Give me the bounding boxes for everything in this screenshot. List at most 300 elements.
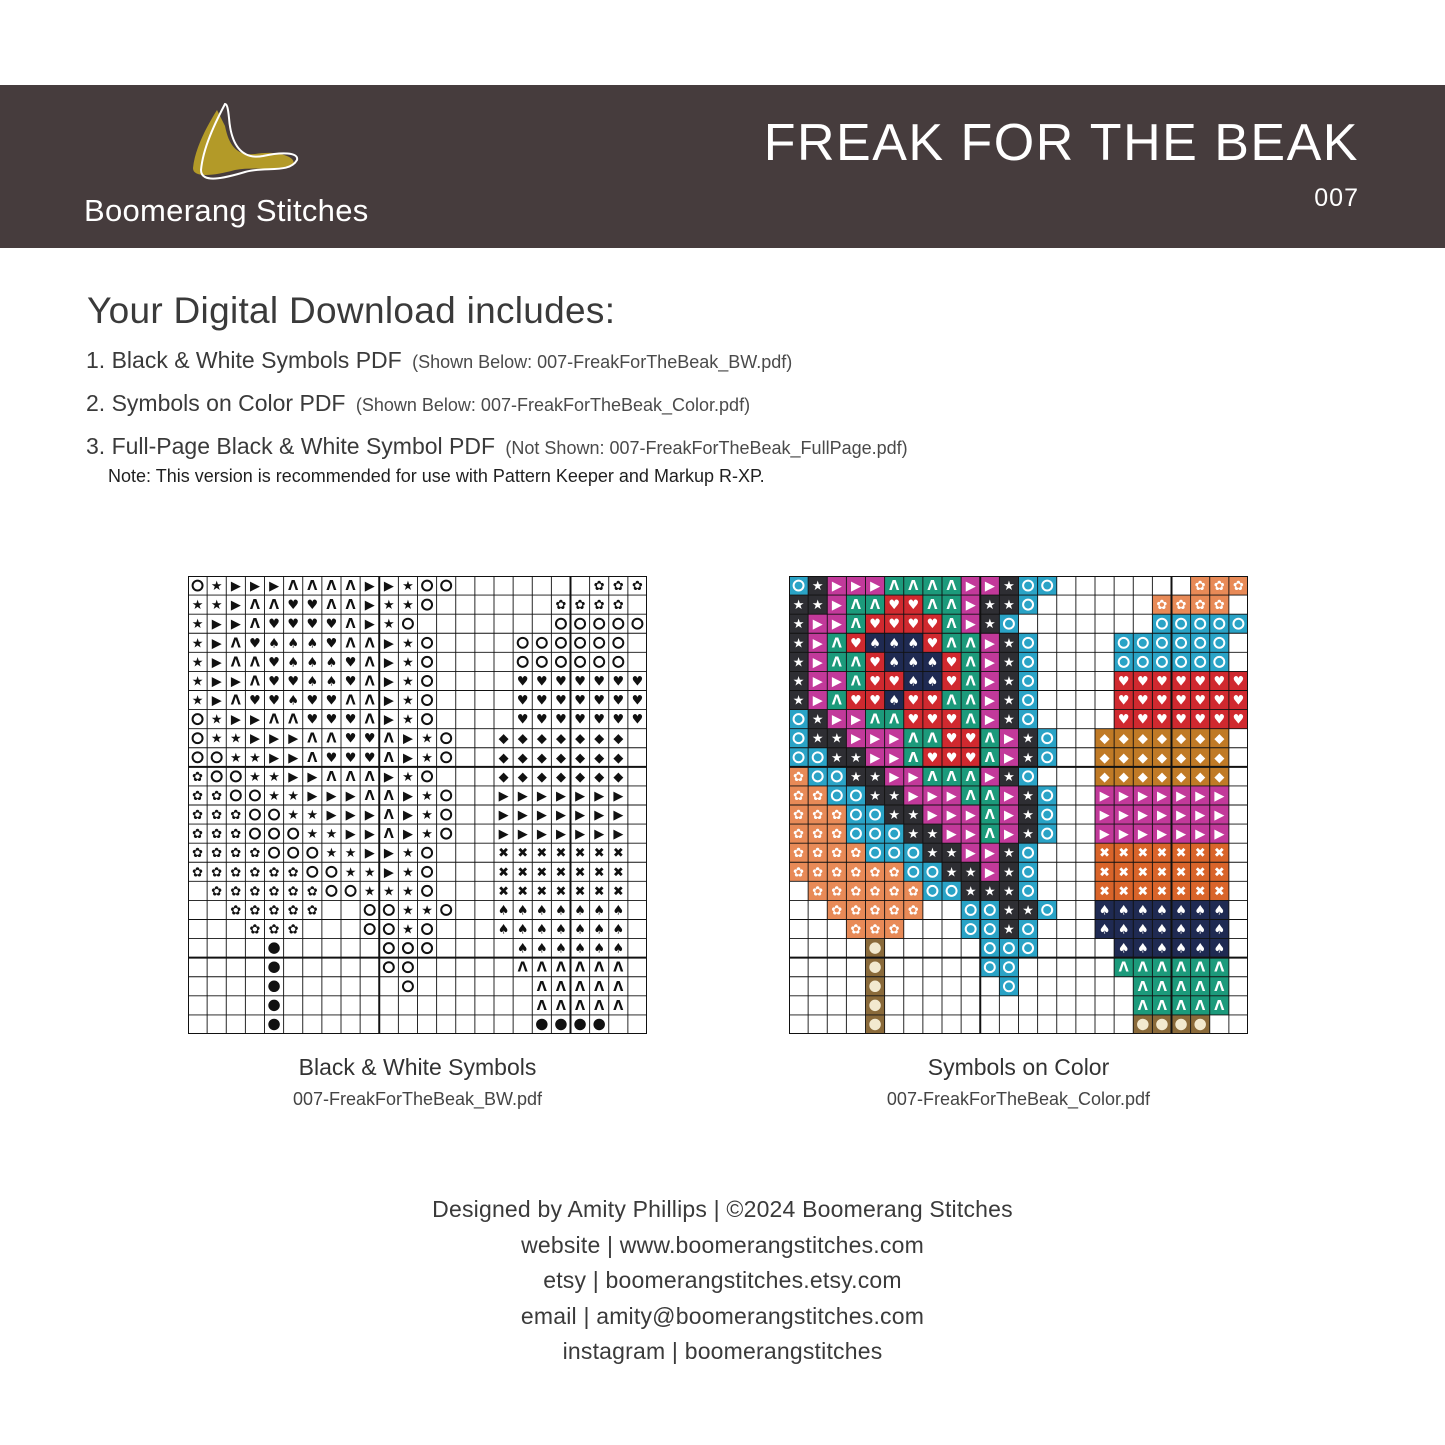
stitch-mushroom — [287, 655, 299, 670]
stitch-cross — [1210, 862, 1229, 881]
instagram-link[interactable]: instagram | boomerangstitches — [562, 1338, 883, 1364]
svg-text:◆: ◆ — [575, 750, 586, 766]
stitch-flower — [904, 881, 923, 900]
svg-text:♠: ♠ — [287, 693, 300, 709]
svg-text:✿: ✿ — [907, 903, 919, 919]
stitch-diamond — [556, 770, 566, 785]
stitch-flower — [555, 598, 566, 613]
svg-text:▶: ▶ — [383, 655, 394, 671]
svg-text:★: ★ — [792, 598, 805, 614]
svg-text:✖: ✖ — [1175, 884, 1187, 900]
svg-text:✿: ✿ — [555, 598, 567, 614]
stitch-flower — [594, 598, 605, 613]
stitch-heart — [593, 694, 605, 709]
svg-text:✿: ✿ — [612, 579, 624, 595]
stitch-caret — [846, 614, 865, 633]
stitch-ring — [1038, 824, 1057, 843]
svg-text:▶: ▶ — [555, 808, 566, 824]
svg-text:★: ★ — [1003, 884, 1015, 900]
svg-text:◆: ◆ — [594, 750, 605, 766]
stitch-mushroom — [885, 633, 904, 652]
svg-text:▶: ▶ — [402, 808, 413, 824]
svg-text:♠: ♠ — [574, 922, 586, 938]
stitch-diamond — [556, 732, 566, 747]
stitch-heart — [536, 694, 548, 709]
website-link[interactable]: website | www.boomerangstitches.com — [521, 1231, 924, 1258]
stitch-flower — [307, 884, 318, 899]
stitch-diamond — [556, 751, 566, 766]
svg-text:✖: ✖ — [1137, 884, 1149, 900]
svg-text:♠: ♠ — [593, 941, 606, 957]
svg-text:✿: ✿ — [192, 769, 204, 785]
credit-etsy[interactable] — [0, 1263, 1445, 1299]
svg-text:Λ: Λ — [613, 998, 624, 1014]
stitch-ring — [999, 977, 1018, 996]
stitch-ring — [1152, 652, 1171, 671]
svg-text:▶: ▶ — [269, 750, 280, 766]
svg-text:♠: ♠ — [1175, 903, 1187, 919]
stitch-mushroom — [517, 903, 529, 918]
svg-text:★: ★ — [830, 750, 843, 766]
stitch-flower — [808, 824, 827, 843]
svg-text:♥: ♥ — [344, 712, 357, 728]
svg-text:Λ: Λ — [1176, 960, 1187, 976]
svg-text:▶: ▶ — [965, 579, 976, 595]
stitch-triangle — [808, 671, 827, 690]
svg-text:✿: ✿ — [888, 903, 900, 919]
svg-text:♠: ♠ — [1117, 922, 1130, 938]
stitch-diamond — [1172, 729, 1191, 748]
svg-text:◆: ◆ — [517, 750, 528, 766]
stitch-triangle — [961, 576, 980, 595]
svg-text:★: ★ — [926, 827, 939, 843]
svg-text:▶: ▶ — [211, 636, 222, 652]
stitch-flower — [269, 884, 280, 899]
svg-text:✿: ✿ — [888, 922, 900, 938]
stitch-star — [942, 843, 961, 862]
stitch-flower — [192, 846, 203, 861]
stitch-caret — [384, 808, 394, 823]
stitch-cross — [1133, 862, 1152, 881]
svg-text:★: ★ — [402, 579, 414, 595]
svg-text:♠: ♠ — [1194, 922, 1207, 938]
svg-text:▶: ▶ — [889, 731, 900, 747]
stitch-star — [789, 691, 808, 710]
stitch-diamond — [1133, 767, 1152, 786]
stitch-dot — [536, 1019, 547, 1030]
stitch-triangle — [231, 579, 241, 594]
svg-text:▶: ▶ — [555, 788, 566, 804]
stitch-flower — [1210, 595, 1229, 614]
stitch-heart — [287, 598, 299, 613]
svg-text:▶: ▶ — [831, 617, 842, 633]
stitch-ring — [827, 767, 846, 786]
stitch-heart — [268, 617, 280, 632]
svg-text:✖: ✖ — [1099, 865, 1111, 881]
svg-text:▶: ▶ — [383, 846, 394, 862]
stitch-flower — [827, 843, 846, 862]
svg-text:★: ★ — [1003, 655, 1015, 671]
stitch-star — [999, 767, 1018, 786]
stitch-caret — [1133, 977, 1152, 996]
stitch-mushroom — [536, 942, 548, 957]
svg-text:◆: ◆ — [517, 769, 528, 785]
svg-text:▶: ▶ — [1176, 808, 1187, 824]
svg-text:★: ★ — [268, 769, 280, 785]
stitch-ring — [1133, 652, 1152, 671]
credit-website[interactable] — [0, 1228, 1445, 1264]
stitch-triangle — [827, 710, 846, 729]
svg-text:★: ★ — [421, 788, 433, 804]
stitch-star — [421, 827, 433, 842]
svg-text:Λ: Λ — [383, 731, 394, 747]
svg-text:▶: ▶ — [211, 674, 222, 690]
stitch-flower — [866, 900, 885, 919]
svg-text:♠: ♠ — [555, 941, 567, 957]
svg-text:◆: ◆ — [613, 731, 624, 747]
stitch-ring — [1019, 939, 1038, 958]
stitch-flower — [866, 881, 885, 900]
svg-text:▶: ▶ — [1099, 827, 1110, 843]
svg-text:▶: ▶ — [1003, 808, 1014, 824]
stitch-heart — [306, 598, 318, 613]
svg-text:▶: ▶ — [984, 674, 995, 690]
svg-text:♥: ♥ — [306, 617, 319, 633]
svg-text:★: ★ — [1003, 598, 1015, 614]
svg-text:★: ★ — [249, 769, 261, 785]
stitch-cross — [536, 884, 547, 899]
svg-text:▶: ▶ — [211, 655, 222, 671]
stitch-triangle — [537, 789, 547, 804]
stitch-heart — [885, 671, 904, 690]
svg-text:✿: ✿ — [1213, 579, 1225, 595]
svg-text:✖: ✖ — [593, 846, 605, 862]
svg-text:✿: ✿ — [850, 922, 862, 938]
stitch-caret — [923, 576, 942, 595]
stitch-star — [1019, 786, 1038, 805]
stitch-heart — [574, 713, 586, 728]
stitch-cross — [555, 846, 566, 861]
svg-text:▶: ▶ — [383, 712, 394, 728]
svg-text:♠: ♠ — [1194, 941, 1207, 957]
svg-text:◆: ◆ — [1156, 731, 1167, 747]
stitch-heart — [555, 694, 567, 709]
svg-text:Λ: Λ — [249, 617, 260, 633]
svg-text:Λ: Λ — [946, 598, 957, 614]
stitch-triangle — [827, 671, 846, 690]
stitch-dot — [268, 1000, 279, 1011]
stitch-caret — [1152, 996, 1171, 1015]
svg-text:✖: ✖ — [536, 865, 548, 881]
stitch-caret — [980, 786, 999, 805]
stitch-triangle — [403, 827, 413, 842]
stitch-star — [421, 732, 433, 747]
credit-instagram[interactable] — [0, 1334, 1445, 1370]
stitch-triangle — [1172, 805, 1191, 824]
svg-text:▶: ▶ — [870, 750, 881, 766]
stitch-triangle — [594, 827, 604, 842]
stitch-triangle — [537, 808, 547, 823]
stitch-heart — [942, 710, 961, 729]
stitch-heart — [1152, 671, 1171, 690]
stitch-diamond — [594, 751, 604, 766]
stitch-mushroom — [555, 923, 567, 938]
svg-text:★: ★ — [210, 579, 223, 595]
svg-text:▶: ▶ — [984, 865, 995, 881]
svg-text:◆: ◆ — [1118, 731, 1129, 747]
svg-text:▶: ▶ — [364, 579, 375, 595]
stitch-flower — [808, 805, 827, 824]
svg-text:◆: ◆ — [1195, 731, 1206, 747]
svg-text:Λ: Λ — [594, 979, 605, 995]
stitch-triangle — [365, 598, 375, 613]
stitch-caret — [537, 999, 547, 1014]
svg-text:♥: ♥ — [1194, 712, 1207, 728]
svg-text:♥: ♥ — [926, 617, 939, 633]
svg-text:✖: ✖ — [593, 865, 605, 881]
svg-text:♥: ♥ — [535, 674, 548, 690]
svg-text:♥: ♥ — [907, 712, 920, 728]
svg-text:♠: ♠ — [869, 636, 881, 652]
stitch-diamond — [1114, 767, 1133, 786]
stitch-ring — [1019, 671, 1038, 690]
stitch-diamond — [1210, 767, 1229, 786]
svg-text:▶: ▶ — [345, 827, 356, 843]
svg-text:♥: ♥ — [344, 655, 357, 671]
svg-text:✿: ✿ — [831, 846, 843, 862]
stitch-caret — [594, 980, 604, 995]
svg-text:♥: ♥ — [1232, 674, 1245, 690]
svg-text:✿: ✿ — [230, 865, 242, 881]
stitch-diamond — [537, 770, 547, 785]
stitch-heart — [885, 595, 904, 614]
svg-text:✿: ✿ — [230, 827, 242, 843]
stitch-caret — [365, 655, 375, 670]
svg-text:♥: ♥ — [888, 598, 901, 614]
stitch-flower — [827, 824, 846, 843]
svg-text:✿: ✿ — [631, 579, 643, 595]
stitch-heart — [923, 633, 942, 652]
stitch-flower — [192, 827, 203, 842]
svg-text:★: ★ — [792, 636, 805, 652]
stitch-triangle — [384, 579, 394, 594]
stitch-diamond — [1095, 748, 1114, 767]
stitch-dot — [1172, 1015, 1191, 1034]
svg-text:✿: ✿ — [1213, 598, 1225, 614]
stitch-mushroom — [498, 923, 510, 938]
svg-text:♠: ♠ — [287, 655, 300, 671]
svg-text:♥: ♥ — [1136, 712, 1149, 728]
credit-email[interactable] — [0, 1299, 1445, 1335]
svg-text:★: ★ — [191, 674, 204, 690]
svg-text:Λ: Λ — [269, 712, 280, 728]
stitch-flower — [613, 598, 624, 613]
svg-text:Λ: Λ — [326, 769, 337, 785]
stitch-heart — [345, 655, 357, 670]
svg-text:★: ★ — [344, 865, 357, 881]
svg-text:Λ: Λ — [1214, 998, 1225, 1014]
stitch-mushroom — [1191, 900, 1210, 919]
svg-text:♥: ♥ — [1136, 674, 1149, 690]
stitch-triangle — [403, 789, 413, 804]
svg-text:♠: ♠ — [1213, 903, 1226, 919]
svg-text:♥: ♥ — [268, 674, 280, 690]
stitch-star — [326, 846, 338, 861]
stitch-flower — [632, 579, 643, 594]
stitch-diamond — [575, 770, 585, 785]
svg-text:▶: ▶ — [307, 788, 318, 804]
svg-text:Λ: Λ — [288, 579, 299, 595]
stitch-mushroom — [1210, 939, 1229, 958]
stitch-caret — [346, 694, 356, 709]
stitch-mushroom — [593, 942, 605, 957]
svg-text:♥: ♥ — [926, 693, 939, 709]
etsy-link[interactable]: etsy | boomerangstitches.etsy.com — [543, 1267, 902, 1293]
stitch-mushroom — [1152, 920, 1171, 939]
svg-text:▶: ▶ — [364, 827, 375, 843]
stitch-triangle — [1095, 786, 1114, 805]
svg-text:♠: ♠ — [1156, 903, 1168, 919]
svg-text:✖: ✖ — [1213, 846, 1225, 862]
svg-text:★: ★ — [249, 750, 261, 766]
stitch-ring — [846, 805, 865, 824]
svg-text:✖: ✖ — [555, 865, 567, 881]
svg-text:Λ: Λ — [927, 769, 938, 785]
stitch-heart — [345, 751, 357, 766]
stitch-heart — [517, 713, 529, 728]
svg-text:♠: ♠ — [1175, 941, 1187, 957]
svg-text:▶: ▶ — [345, 808, 356, 824]
stitch-heart — [923, 710, 942, 729]
stitch-cross — [555, 865, 566, 880]
stitch-star — [192, 655, 204, 670]
svg-text:★: ★ — [1022, 731, 1034, 747]
stitch-ring — [1191, 614, 1210, 633]
stitch-triangle — [1210, 805, 1229, 824]
svg-text:★: ★ — [792, 693, 805, 709]
stitch-caret — [1152, 977, 1171, 996]
svg-text:♥: ♥ — [1194, 693, 1207, 709]
svg-text:◆: ◆ — [1176, 750, 1187, 766]
stitch-diamond — [1172, 767, 1191, 786]
stitch-flower — [307, 903, 318, 918]
svg-text:✖: ✖ — [1156, 846, 1168, 862]
stitch-cross — [575, 884, 586, 899]
svg-text:◆: ◆ — [1176, 769, 1187, 785]
svg-text:Λ: Λ — [345, 693, 356, 709]
stitch-triangle — [1191, 824, 1210, 843]
stitch-flower — [594, 579, 605, 594]
svg-text:Λ: Λ — [517, 960, 528, 976]
stitch-star — [846, 767, 865, 786]
stitch-cross — [536, 846, 547, 861]
svg-text:✖: ✖ — [1175, 865, 1187, 881]
svg-text:♥: ♥ — [1194, 674, 1207, 690]
stitch-star — [345, 865, 357, 880]
stitch-cross — [1172, 862, 1191, 881]
svg-text:▶: ▶ — [249, 712, 260, 728]
stitch-heart — [345, 732, 357, 747]
svg-text:Λ: Λ — [927, 579, 938, 595]
svg-text:♠: ♠ — [612, 941, 625, 957]
stitch-star — [230, 751, 242, 766]
svg-text:▶: ▶ — [831, 674, 842, 690]
stitch-mushroom — [593, 923, 605, 938]
stitch-diamond — [1152, 748, 1171, 767]
svg-text:Λ: Λ — [555, 960, 566, 976]
color-caption-title: Symbols on Color — [927, 1054, 1110, 1080]
stitch-heart — [1152, 710, 1171, 729]
stitch-heart — [961, 729, 980, 748]
svg-text:★: ★ — [811, 712, 824, 728]
svg-text:✿: ✿ — [812, 827, 824, 843]
stitch-triangle — [885, 748, 904, 767]
svg-text:Λ: Λ — [1195, 998, 1206, 1014]
svg-text:♥: ♥ — [869, 674, 881, 690]
svg-text:✿: ✿ — [249, 922, 261, 938]
stitch-triangle — [594, 789, 604, 804]
svg-text:◆: ◆ — [575, 769, 586, 785]
svg-text:Λ: Λ — [965, 788, 976, 804]
stitch-caret — [1191, 996, 1210, 1015]
svg-text:Λ: Λ — [594, 998, 605, 1014]
stitch-ring — [1172, 652, 1191, 671]
svg-text:✖: ✖ — [555, 846, 567, 862]
stitch-ring — [808, 748, 827, 767]
svg-text:▶: ▶ — [1118, 808, 1129, 824]
svg-text:Λ: Λ — [1156, 998, 1167, 1014]
stitch-flower — [789, 862, 808, 881]
stitch-flower — [211, 865, 222, 880]
stitch-heart — [306, 694, 318, 709]
stitch-star — [402, 846, 414, 861]
svg-text:◆: ◆ — [1214, 750, 1225, 766]
stitch-triangle — [613, 789, 623, 804]
stitch-cross — [1210, 843, 1229, 862]
email-link[interactable]: email | amity@boomerangstitches.com — [520, 1302, 925, 1329]
svg-text:★: ★ — [811, 579, 824, 595]
stitch-caret — [1210, 958, 1229, 977]
stitch-star — [383, 617, 395, 632]
stitch-ring — [1019, 767, 1038, 786]
svg-text:★: ★ — [421, 903, 433, 919]
stitch-dot — [866, 977, 885, 996]
stitch-triangle — [1133, 786, 1152, 805]
svg-text:Λ: Λ — [383, 750, 394, 766]
svg-text:★: ★ — [983, 598, 996, 614]
svg-text:✿: ✿ — [268, 922, 280, 938]
stitch-star — [789, 633, 808, 652]
stitch-triangle — [346, 827, 356, 842]
svg-text:★: ★ — [869, 769, 881, 785]
stitch-caret — [846, 652, 865, 671]
svg-text:♥: ♥ — [516, 693, 529, 709]
svg-text:♥: ♥ — [945, 750, 958, 766]
stitch-ring — [1114, 633, 1133, 652]
stitch-caret — [942, 595, 961, 614]
download-item-color — [86, 390, 750, 417]
stitch-cross — [1133, 843, 1152, 862]
svg-text:♥: ♥ — [1175, 674, 1187, 690]
svg-text:Λ: Λ — [908, 731, 919, 747]
svg-text:✿: ✿ — [249, 884, 261, 900]
svg-text:✿: ✿ — [812, 884, 824, 900]
stitch-star — [923, 843, 942, 862]
stitch-ring — [1172, 614, 1191, 633]
stitch-caret — [980, 805, 999, 824]
credit-designer — [0, 1192, 1445, 1228]
stitch-ring — [827, 786, 846, 805]
